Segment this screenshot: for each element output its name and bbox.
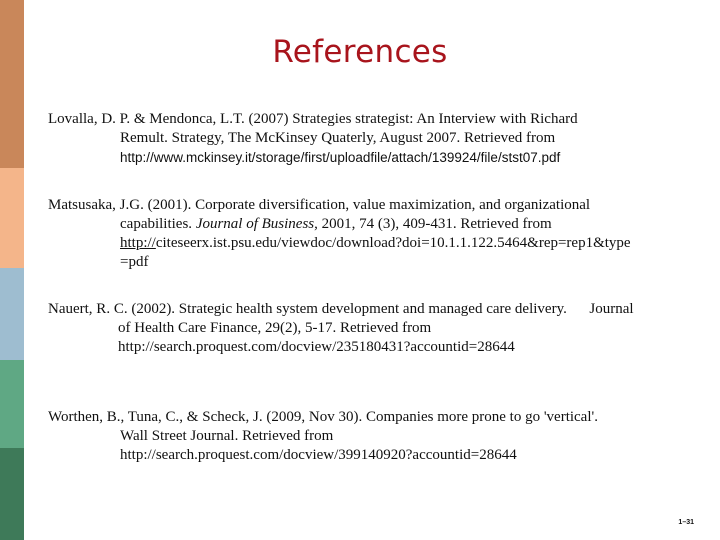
color-bar-segment [0, 168, 24, 268]
reference-line: Wall Street Journal. Retrieved from [120, 428, 334, 444]
reference-url[interactable]: http://search.proquest.com/docview/235180431?accountid=28644 [118, 339, 515, 355]
reference-line: Worthen, B., Tuna, C., & Scheck, J. (2009, Nov 30). Companies more prone to go 'vertical'. [48, 409, 598, 425]
journal-title: Journal of Business [195, 216, 315, 232]
url-link[interactable]: http:// [120, 235, 156, 251]
reference-entry [48, 408, 688, 465]
color-bar-segment [0, 268, 24, 360]
reference-url[interactable]: http://www.mckinsey.it/storage/first/uploadfile/attach/139924/file/stst07.pdf [120, 150, 561, 165]
url-text: citeseerx.ist.psu.edu/viewdoc/download?doi=10.1.1.122.5464&rep=rep1&type [155, 235, 631, 251]
reference-line: of Health Care Finance, 29(2), 5-17. Retrieved from [118, 320, 432, 336]
reference-text: , 2001, 74 (3), 409-431. Retrieved from [314, 216, 552, 232]
reference-url[interactable]: http://search.proquest.com/docview/399140920?accountid=28644 [120, 447, 517, 463]
left-color-bar [0, 0, 24, 540]
reference-line: Nauert, R. C. (2002). Strategic health system development and managed care delivery. Journal [48, 301, 634, 317]
color-bar-segment [0, 448, 24, 540]
reference-line: Remult. Strategy, The McKinsey Quaterly, August 2007. Retrieved from [120, 130, 556, 146]
slide-number: 1–31 [678, 519, 694, 526]
reference-url[interactable] [48, 234, 688, 253]
reference-text: capabilities. [120, 216, 196, 232]
reference-entry [48, 196, 688, 272]
reference-line: =pdf [120, 254, 149, 270]
color-bar-segment [0, 0, 24, 168]
color-bar-segment [0, 360, 24, 448]
reference-entry [48, 300, 688, 357]
reference-entry [48, 110, 688, 167]
reference-line: Matsusaka, J.G. (2001). Corporate diversification, value maximization, and organizational [48, 197, 591, 213]
reference-line [48, 215, 688, 234]
reference-line: Lovalla, D. P. & Mendonca, L.T. (2007) Strategies strategist: An Interview with Richard [48, 111, 578, 127]
slide-title: References [272, 34, 448, 70]
